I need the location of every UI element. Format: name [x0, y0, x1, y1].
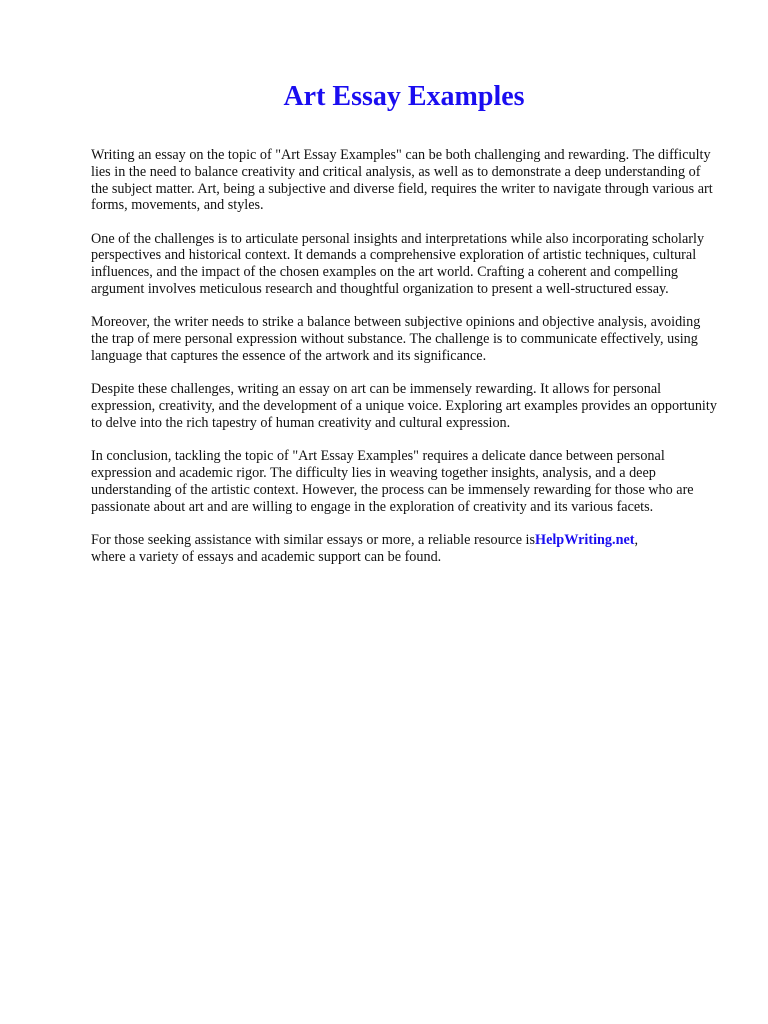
helpwriting-link[interactable]: HelpWriting.net [535, 531, 635, 548]
closing-paragraph [91, 532, 717, 566]
paragraph-1: Writing an essay on the topic of "Art Essay Examples" can be both challenging and rewarding. The difficulty lies in the need to balance creativity and critical analysis, as well as to demonstrate a deep understanding of the subject matter. Art, being a subjective and diverse field, requires the writer to navigate through various art forms, movements, and styles. [91, 147, 713, 214]
paragraph-3: Moreover, the writer needs to strike a balance between subjective opinions and objective analysis, avoiding the trap of mere personal expression without substance. The challenge is to communicate effectively, using language that captures the essence of the artwork and its significance. [91, 314, 701, 364]
paragraph-2: One of the challenges is to articulate personal insights and interpretations while also incorporating scholarly perspectives and historical context. It demands a comprehensive exploration of artistic techniques, cultural influences, and the impact of the chosen examples on the art world. Crafting a coherent and compelling argument involves meticulous research and thoughtful organization to present a well-structured essay. [91, 230, 705, 298]
paragraph-5: In conclusion, tackling the topic of "Art Essay Examples" requires a delicate dance between personal expression and academic rigor. The difficulty lies in weaving together insights, analysis, and a deep understanding of the artistic context. However, the process can be immensely rewarding for those who are passionate about art and are willing to engage in the exploration of creativity and its various facets. [91, 448, 694, 515]
closing-second-line: where a variety of essays and academic support can be found. [91, 548, 442, 565]
page-title: Art Essay Examples [283, 81, 525, 112]
document-body [91, 147, 717, 565]
closing-comma: , [634, 531, 639, 548]
closing-text: For those seeking assistance with similar essays or more, a reliable resource is [91, 531, 536, 548]
paragraph-4: Despite these challenges, writing an essay on art can be immensely rewarding. It allows for personal expression, creativity, and the development of a unique voice. Exploring art examples provides an opportunity to delve into the rich tapestry of human creativity and cultural expression. [91, 381, 717, 431]
